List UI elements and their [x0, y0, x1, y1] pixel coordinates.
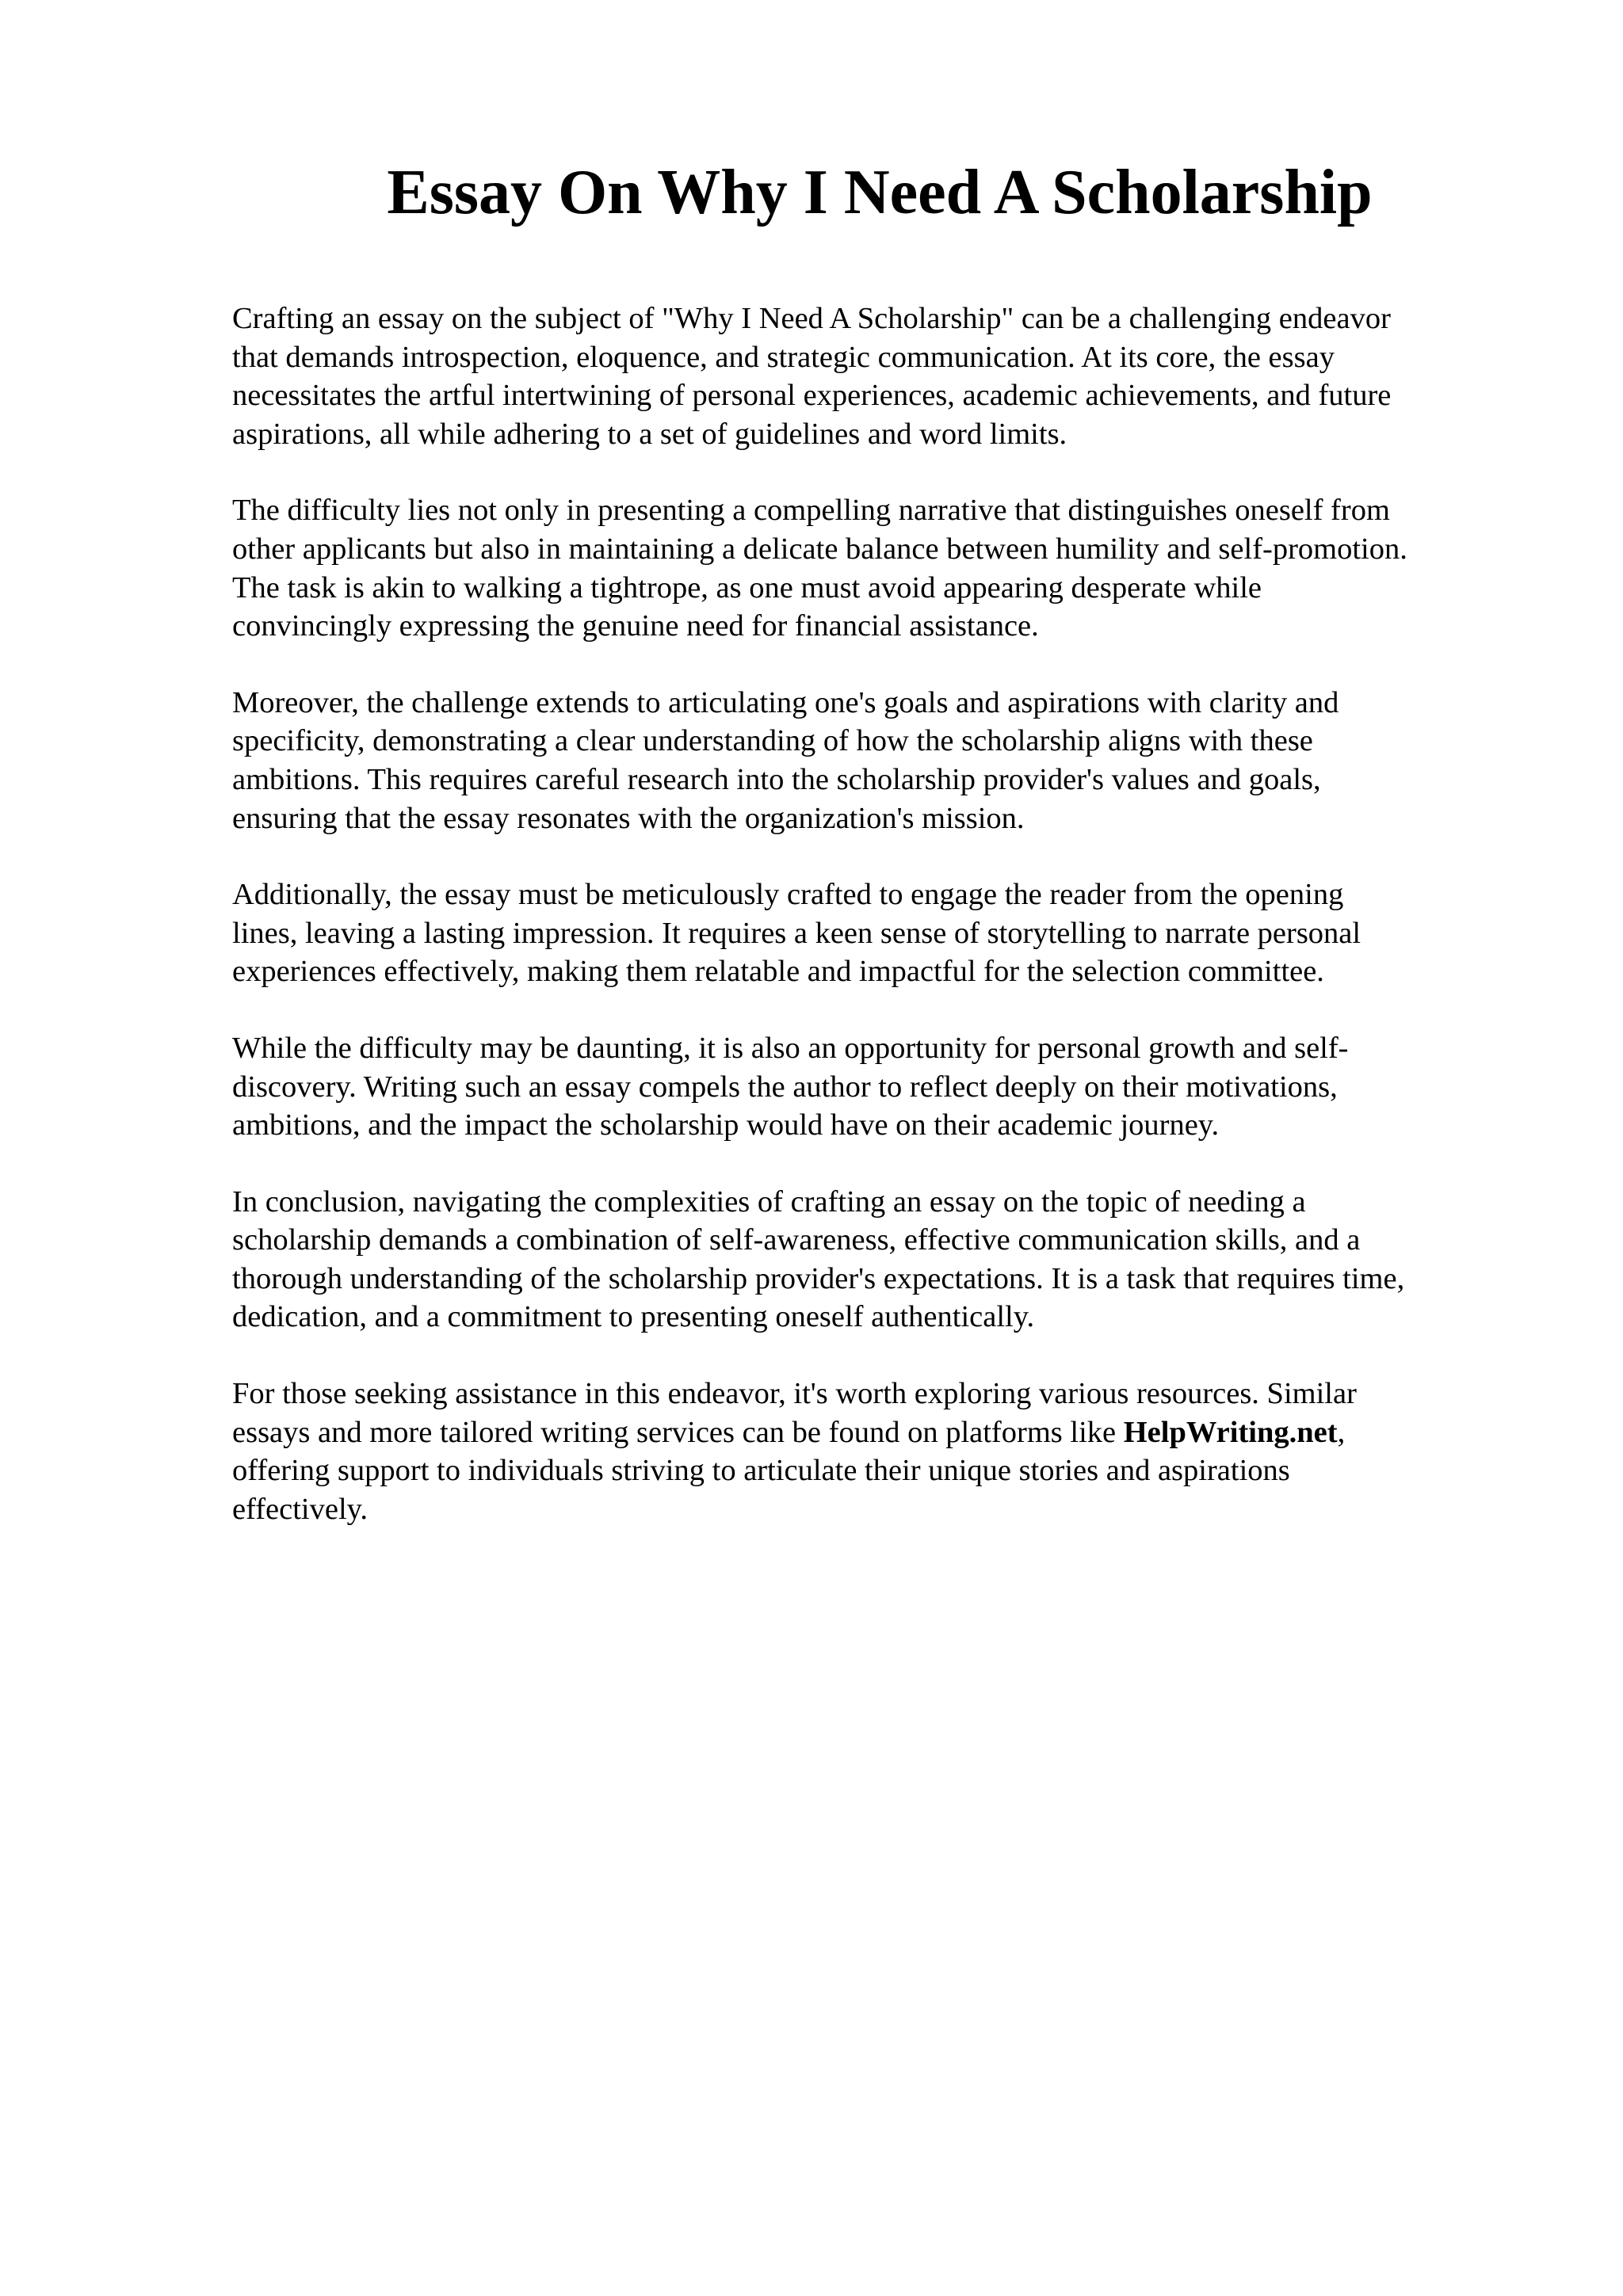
document-title: Essay On Why I Need A Scholarship [387, 158, 1373, 227]
text-line: specificity, demonstrating a clear understanding of how the scholarship aligns with these [232, 724, 1313, 758]
text-line: aspirations, all while adhering to a set of guidelines and word limits. [232, 417, 1067, 451]
paragraph-1 [232, 299, 1500, 453]
text-line: effectively. [232, 1492, 369, 1526]
text-line: scholarship demands a combination of self-awareness, effective communication skills, and a [232, 1223, 1361, 1257]
text-line: lines, leaving a lasting impression. It requires a keen sense of storytelling to narrate personal [232, 916, 1361, 950]
paragraph-7 [232, 1375, 1500, 1528]
paragraph-2 [232, 491, 1500, 645]
text-line: ambitions, and the impact the scholarship would have on their academic journey. [232, 1108, 1220, 1142]
text-segment: , [1337, 1415, 1346, 1449]
text-line: convincingly expressing the genuine need for financial assistance. [232, 609, 1039, 643]
text-line: Crafting an essay on the subject of "Why I Need A Scholarship" can be a challenging endeavor [232, 302, 1391, 335]
text-line [232, 1413, 1500, 1452]
text-line: Moreover, the challenge extends to articulating one's goals and aspirations with clarity and [232, 685, 1339, 719]
text-line: For those seeking assistance in this endeavor, it's worth exploring various resources. Similar [232, 1377, 1357, 1411]
document-body [232, 299, 1500, 1566]
paragraph-6 [232, 1183, 1500, 1337]
text-line: ambitions. This requires careful research into the scholarship provider's values and goals, [232, 762, 1321, 796]
text-line: Additionally, the essay must be meticulously crafted to engage the reader from the opening [232, 878, 1344, 912]
text-line: discovery. Writing such an essay compels the author to reflect deeply on their motivations, [232, 1070, 1338, 1104]
text-line: In conclusion, navigating the complexities of crafting an essay on the topic of needing a [232, 1184, 1306, 1219]
text-line: other applicants but also in maintaining a delicate balance between humility and self-promotion. [232, 532, 1407, 566]
paragraph-4 [232, 875, 1500, 991]
helpwriting-link-text: HelpWriting.net [1123, 1415, 1338, 1449]
paragraph-5 [232, 1029, 1500, 1145]
text-line: thorough understanding of the scholarship provider's expectations. It is a task that requires time, [232, 1261, 1405, 1295]
text-line: offering support to individuals striving to articulate their unique stories and aspirations [232, 1454, 1290, 1488]
text-line: necessitates the artful intertwining of personal experiences, academic achievements, and future [232, 379, 1392, 413]
text-line: experiences effectively, making them relatable and impactful for the selection committee. [232, 955, 1324, 989]
text-line: that demands introspection, eloquence, and strategic communication. At its core, the essay [232, 340, 1335, 374]
text-segment: essays and more tailored writing services can be found on platforms like [232, 1415, 1124, 1449]
text-line: ensuring that the essay resonates with the organization's mission. [232, 801, 1025, 835]
text-line: While the difficulty may be daunting, it is also an opportunity for personal growth and self- [232, 1031, 1349, 1065]
text-line: The difficulty lies not only in presenting a compelling narrative that distinguishes oneself from [232, 494, 1390, 528]
paragraph-3 [232, 684, 1500, 837]
text-line: dedication, and a commitment to presenting oneself authentically. [232, 1300, 1035, 1334]
text-line: The task is akin to walking a tightrope, as one must avoid appearing desperate while [232, 570, 1262, 605]
